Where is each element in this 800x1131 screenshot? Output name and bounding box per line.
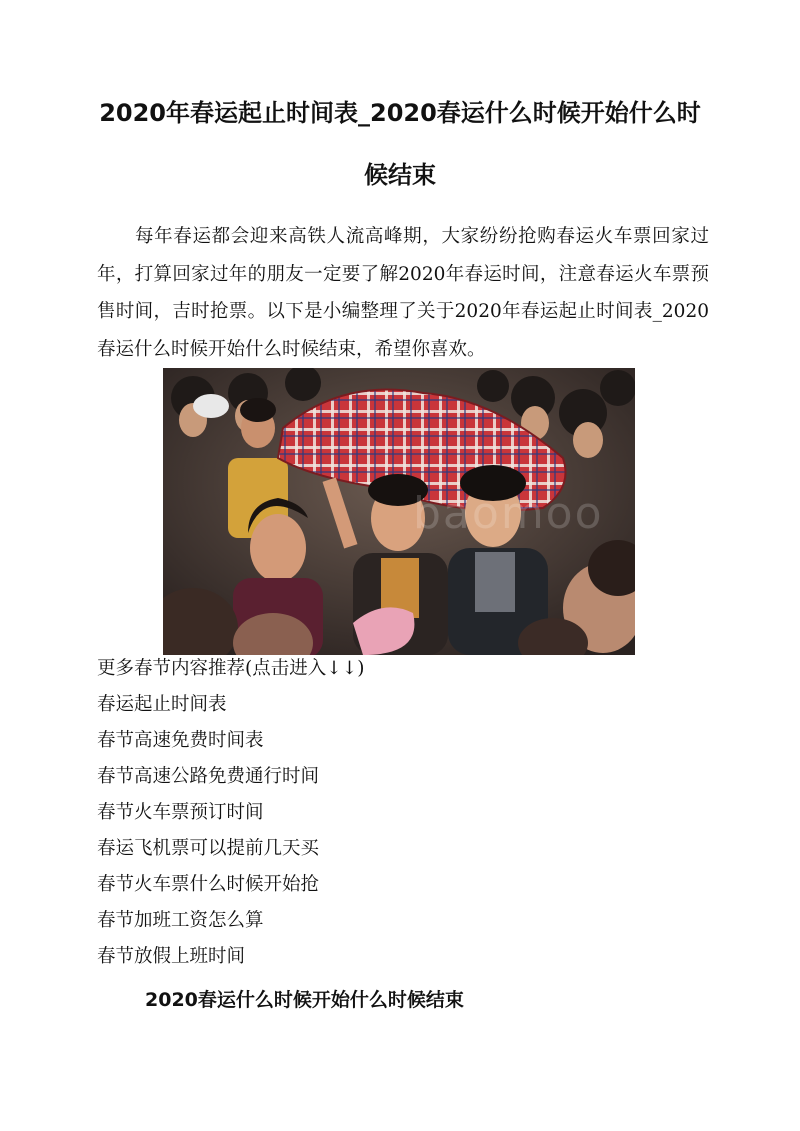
section-heading: 2020春运什么时候开始什么时候结束 bbox=[145, 989, 464, 1011]
intro-paragraph: 每年春运都会迎来高铁人流高峰期，大家纷纷抢购春运火车票回家过年，打算回家过年的朋友一定要了解2020年春运时间，注意春运火车票预售时间，吉时抢票。以下是小编整理了关于2020年春运起止时间表_2020春运什么时候开始什么时候结束，希望你喜欢。 bbox=[97, 226, 709, 360]
recommendation-list bbox=[97, 651, 364, 975]
link-item[interactable]: 春运起止时间表 bbox=[97, 694, 227, 715]
link-item[interactable]: 春节放假上班时间 bbox=[97, 946, 246, 967]
link-item[interactable]: 春节火车票预订时间 bbox=[97, 802, 264, 823]
link-item[interactable]: 春运飞机票可以提前几天买 bbox=[97, 838, 320, 859]
article-title-line-2: 候结束 bbox=[364, 161, 436, 189]
link-item[interactable]: 春节高速公路免费通行时间 bbox=[97, 766, 320, 787]
more-content-label: 更多春节内容推荐(点击进入↓↓) bbox=[97, 658, 365, 679]
photo-watermark: baomoo bbox=[413, 488, 604, 539]
link-item[interactable]: 春节加班工资怎么算 bbox=[97, 910, 264, 931]
article-title-line-1: 2020年春运起止时间表_2020春运什么时候开始什么时 bbox=[99, 99, 701, 127]
crowd-photo bbox=[163, 368, 635, 655]
link-item[interactable]: 春节高速免费时间表 bbox=[97, 730, 264, 751]
link-item[interactable]: 春节火车票什么时候开始抢 bbox=[97, 874, 320, 895]
